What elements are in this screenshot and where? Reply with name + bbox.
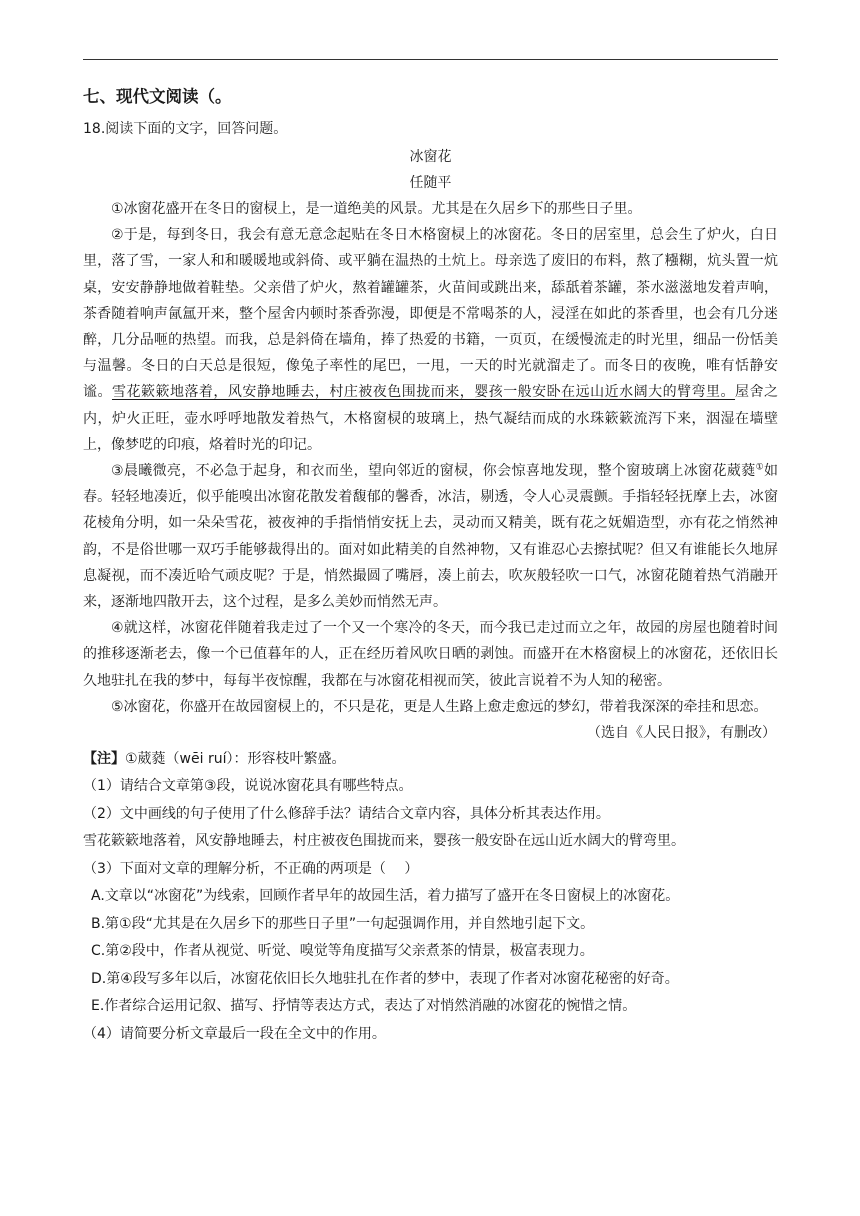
article-source: （选自《人民日报》，有删改）: [587, 725, 776, 742]
footnote-marker: ①: [755, 462, 764, 473]
document-body: [83, 84, 778, 1048]
option-b: B.第①段“尤其是在久居乡下的那些日子里”一句起强调作用，并自然地引起下文。: [91, 915, 595, 932]
paragraph-5: ⑤冰窗花，你盛开在故园窗棂上的，不只是花，更是人生路上愈走愈远的梦幻，带着我深深的牵挂和思恋。: [111, 698, 768, 715]
paragraph-3-text-after: 如春。轻轻地凑近，似乎能嗅出冰窗花散发着馥郁的馨香，冰洁，剔透，令人心灵震颤。手指轻轻抚摩上去，冰窗花棱角分明，如一朵朵雪花，被夜神的手指悄悄安抚上去，灵动而又精美，既有花之妩媚造型，亦有花之悄然神韵，不是俗世哪一双巧手能够裁得出的。面对如此精美的自然神物，又有谁忍心去擦拭呢？但又有谁能长久地屏息凝视，而不凑近哈气顽皮呢？于是，悄然撮圆了嘴唇，凑上前去，吹灰般轻吹一口气，冰窗花随着热气消融开来，逐渐地四散开去，这个过程，是多么美妙而悄然无声。: [83, 463, 778, 611]
article-title: 冰窗花: [409, 149, 452, 165]
question-2-quote: 雪花簌簌地落着，风安静地睡去，村庄被夜色围拢而来，婴孩一般安卧在远山近水阔大的臂弯里。: [83, 833, 685, 850]
article-author: 任随平: [409, 175, 452, 191]
paragraph-2-text-after: 屋舍之内，炉火正旺，壶水呼呼地散发着热气，木格窗棂的玻璃上，热气凝结而成的水珠簌簌流泻下来，洇湿在墙壁上，像梦呓的印痕，烙着时光的印记。: [83, 384, 779, 453]
footnote: [83, 746, 778, 773]
header-divider: [83, 59, 778, 60]
underlined-sentence: 雪花簌簌地落着，风安静地睡去，村庄被夜色围拢而来，婴孩一般安卧在远山近水阔大的臂弯里。: [111, 384, 736, 401]
question-4: （4）请简要分析文章最后一段在全文中的作用。: [83, 1025, 386, 1042]
question-1: （1）请结合文章第③段，说说冰窗花具有哪些特点。: [83, 778, 413, 795]
paragraph-2: [83, 222, 778, 458]
question-2: （2）文中画线的句子使用了什么修辞手法？请结合文章内容，具体分析其表达作用。: [83, 805, 610, 822]
option-e: E.作者综合运用记叙、描写、抒情等表达方式，表达了对悄然消融的冰窗花的惋惜之情。: [91, 998, 637, 1015]
question-3: （3）下面对文章的理解分析，不正确的两项是（ ）: [83, 860, 419, 877]
option-c: C.第②段中，作者从视觉、听觉、嗅觉等角度描写父亲煮茶的情景，极富表现力。: [91, 943, 594, 960]
paragraph-3-text-before: ③晨曦微亮，不必急于起身，和衣而坐，望向邻近的窗棂，你会惊喜地发现，整个窗玻璃上冰窗花葳蕤: [111, 463, 756, 480]
paragraph-3: [83, 458, 778, 615]
option-a: A.文章以“冰窗花”为线索，回顾作者早年的故园生活，着力描写了盛开在冬日窗棂上的冰窗花。: [91, 888, 680, 905]
option-d: D.第④段写多年以后，冰窗花依旧长久地驻扎在作者的梦中，表现了作者对冰窗花秘密的好奇。: [91, 970, 679, 987]
question-intro: 18.阅读下面的文字，回答问题。: [83, 121, 288, 137]
paragraph-1: ①冰窗花盛开在冬日的窗棂上，是一道绝美的风景。尤其是在久居乡下的那些日子里。: [111, 201, 642, 217]
paragraph-4: ④就这样，冰窗花伴随着我走过了一个又一个寒冷的冬天，而今我已走过而立之年，故园的房屋也随着时间的推移逐渐老去，像一个已值暮年的人，正在经历着风吹日晒的剥蚀。而盛开在木格窗棂上的冰窗花，还依旧长久地驻扎在我的梦中，每每半夜惊醒，我都在与冰窗花相视而笑，彼此言说着不为人知的秘密。: [83, 620, 778, 689]
footnote-text: ①葳蕤（wēi ruí）：形容枝叶繁盛。: [125, 751, 346, 768]
paragraph-2-text-before: ②于是，每到冬日，我会有意无意念起贴在冬日木格窗棂上的冰窗花。冬日的居室里，总会生了炉火，白日里，落了雪，一家人和和暖暖地或斜倚、或平躺在温热的土炕上。母亲选了废旧的布料，熬了糨糊，炕头置一炕桌，安安静静地做着鞋垫。父亲借了炉火，熬着罐罐茶，火苗间或跳出来，舔舐着茶罐，茶水滋滋地发着声响，茶香随着响声氤氲开来，整个屋舍内顿时茶香弥漫，即便是不常喝茶的人，浸淫在如此的茶香里，也会有几分迷醉，几分品咂的热望。而我，总是斜倚在墙角，捧了热爱的书籍，一页页，在缓慢流走的时光里，细品一份恬美与温馨。冬日的白天总是很短，像兔子率性的尾巴，一甩，一天的时光就溜走了。而冬日的夜晚，唯有恬静安谧。: [83, 227, 778, 401]
footnote-tag: 【注】: [83, 751, 125, 768]
section-title: 七、现代文阅读（。: [83, 87, 232, 106]
